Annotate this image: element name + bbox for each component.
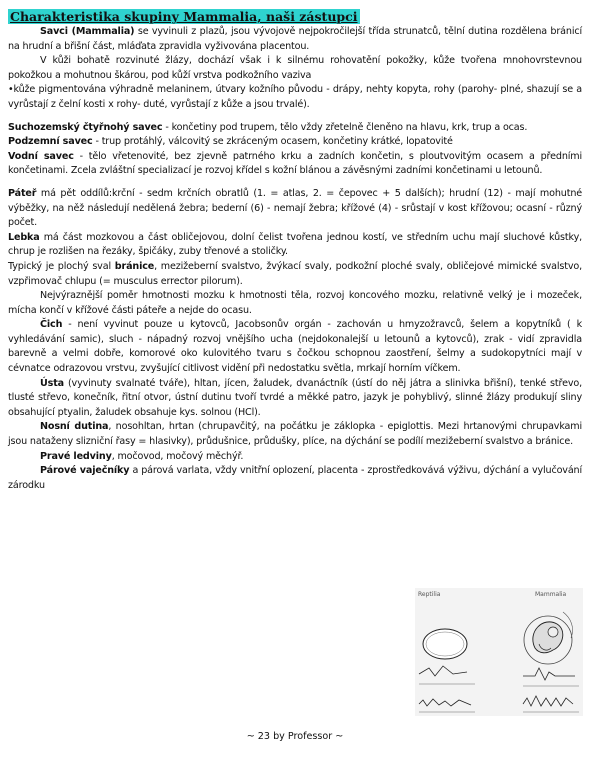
- figure-label-mammalia: Mammalia: [535, 591, 567, 598]
- paragraph-vodni: Vodní savec - tělo vřetenovité, bez zjevně patrného krku a zadních končetin, s ploutvovitým ocasem a předními končetinami. Zcela zvláštní specializací je rozvoj křídel s kožní blánou a závěsnými zadními končetinami u letounů.: [8, 150, 582, 177]
- page-body: [8, 6, 582, 493]
- paragraph-suchozemsky: Suchozemský čtyřnohý savec - končetiny pod trupem, tělo vždy zřetelně členěno na hlavu, krk, trup a ocas.: [8, 121, 528, 133]
- paragraph-podzemni: Podzemní savec - trup protáhlý, válcovitý se zkráceným ocasem, končetiny krátké, lopatovité: [8, 136, 453, 148]
- paragraph-traveni: Ústa (vyvinuty svalnaté tváře), hltan, jícen, žaludek, dvanáctník (ústí do něj játra a slinivka břišní), tenké střevo, tlusté střevo, konečník, řitní otvor, ústní dutinu tvoří tvrdé a měkké patro, jazyk je pohyblivý, slinné žlázy produkují sliny obsahující ptyalin, žaludek obsahuje kys. solnou (HCl).: [8, 377, 582, 418]
- paragraph-rozmnozovani: Párové vaječníky a párová varlata, vždy vnitřní oplození, placenta - zprostředkovává výživu, dýchání a vylučování zárodku: [8, 465, 583, 491]
- paragraph-kuze: V kůži bohatě rozvinuté žlázy, dochází však i k silnému rohovatění pokožky, kůže tvořena mnohovrstevnou pokožkou a mohutnou škárou, pod kůží vrstva podkožního vaziva: [8, 55, 582, 81]
- paragraph-vylucovani: Pravé ledviny, močovod, močový měchýř.: [40, 450, 244, 462]
- reptile-egg-icon: [423, 629, 467, 659]
- embryo-comparison-figure: [415, 588, 583, 716]
- paragraph-lebka: Lebka má část mozkovou a část obličejovou, dolní čelist tvořena jednou kostí, ve středním uchu mají sluchové kůstky, chrup je rozlišen na řezáky, špičáky, zuby třenové a stoličky.: [8, 231, 582, 258]
- paragraph-smysly: Čich - není vyvinut pouze u kytovců, Jacobsonův orgán - zachován u hmyzožravců, šelem a kopytníků ( k vyhledávání samic), sluch - nápadný rozvoj vnějšího ucha (nejdokonalejší u letounů a kytovců), zrak - vidí zpravidla barevně a velmi dobře, komorové oko kulovitého tvaru s čočkou schopnou zaostření, šelmy a sudokopytníci mají v cévnatce odrazovou vrstvu, zvyšující citlivost vidění při nedostatku světla, mrkají horním víčkem.: [8, 319, 582, 375]
- page-footer: ~ 23 by Professor ~: [246, 731, 344, 742]
- paragraph-kuze-utvary: •kůže pigmentována výhradně melaninem, útvary kožního původu - drápy, nehty kopyta, rohy (parohy- plné, shazují se a vyrůstají z čelní kosti x rohy- duté, vyrůstají z kůže a jsou trvalé).: [8, 84, 582, 110]
- figure-label-reptilia: Reptilia: [418, 591, 441, 598]
- paragraph-pater: Páteř má pět oddílů:krční - sedm krčních obratlů (1. = atlas, 2. = čepovec + 5 dalších); hrudní (12) - mají mohutné výběžky, na něž následují nedělená žebra; bederní (6) - nemají žebra; křížové (4) - srůstají v kost křížovou; ocasní - různý počet.: [8, 187, 582, 229]
- paragraph-dychani: Nosní dutina, nosohltan, hrtan (chrupavčitý, na počátku je záklopka - epiglottis. Mezi hrtanovými chrupavkami jsou nataženy slizniční řasy = hlasivky), průdušnice, průdušky, plíce, na dýchání se podílí mezižeberní svalstvo a bránice.: [8, 421, 582, 448]
- paragraph-mozek: Nejvýraznější poměr hmotnosti mozku k hmotnosti těla, rozvoj koncového mozku, relativně velký je i mozeček, mícha končí v křížové části páteře a nejde do ocasu.: [8, 290, 582, 316]
- paragraph-savci: Savci (Mammalia) se vyvinuli z plazů, jsou vývojově nejpokročilejší třída strunatců, tělní dutina rozdělena bránicí na hrudní a břišní část, mláďata zpravidla vyživována placentou.: [8, 26, 582, 52]
- paragraph-svaly: Typický je plochý sval bránice, mezižeberní svalstvo, žvýkací svaly, podkožní ploché svaly, obličejové mimické svalstvo, vzpřimovač chlupu (= musculus errector pilorum).: [8, 260, 582, 287]
- page-title: Charakteristika skupiny Mammalia, naši zástupci: [10, 9, 358, 24]
